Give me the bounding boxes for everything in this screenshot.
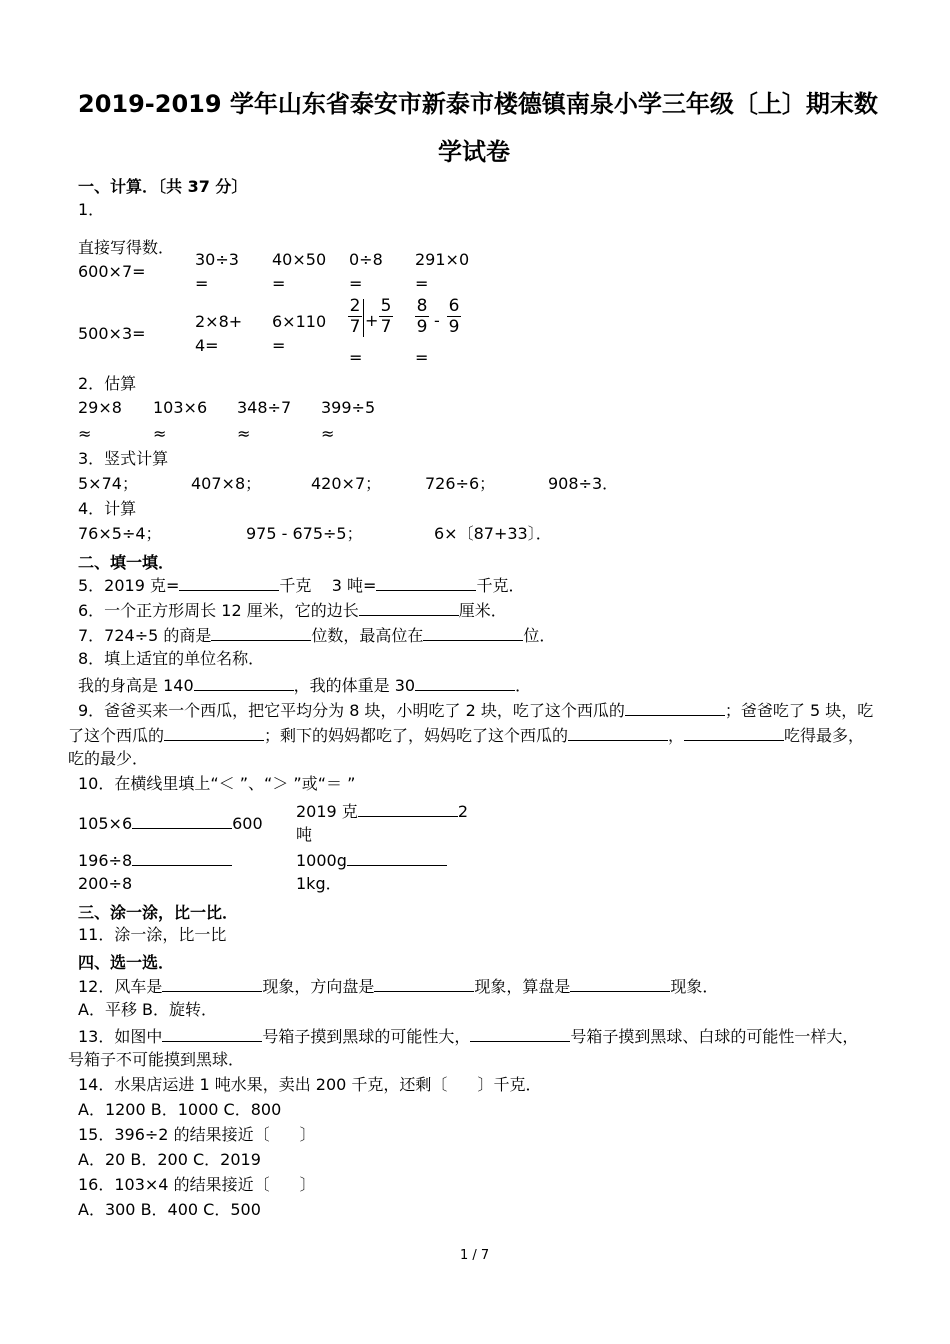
q16-question: 16．103×4 的结果接近〔 — [78, 1175, 270, 1194]
fraction-6-9 — [447, 297, 461, 336]
q9-text-a: 9．爸爸买来一个西瓜，把它平均分为 8 块，小明吃了 2 块，吃了这个西瓜的 — [78, 701, 625, 720]
q8-text-d: ． — [515, 676, 532, 695]
q15-question-end: 〕 — [299, 1125, 316, 1144]
q12-text-d: 现象． — [670, 977, 719, 996]
fraction-denominator: 9 — [416, 317, 428, 337]
answer-blank[interactable] — [179, 574, 279, 591]
q12 — [78, 975, 718, 997]
q10-a — [78, 812, 263, 834]
approx-sign: ≈ — [78, 424, 92, 443]
q4-label: 4．计算 — [78, 499, 137, 518]
q4-item-2: 975 - 675÷5； — [246, 524, 363, 543]
approx-sign: ≈ — [321, 424, 335, 443]
answer-blank[interactable] — [470, 1025, 570, 1042]
q12-options: A．平移 B．旋转． — [78, 1000, 218, 1019]
q5-text-a: 5．2019 克= — [78, 576, 180, 595]
q14-question: 14．水果店运进 1 吨水果，卖出 200 千克，还剩〔 — [78, 1075, 448, 1094]
answer-blank[interactable] — [570, 975, 670, 992]
q1-cell-0div8: 0÷8 — [349, 250, 383, 269]
q10-b-left: 2019 克 — [296, 802, 358, 821]
q1-cell-2x8plus: 2×8+ — [195, 312, 243, 331]
answer-blank[interactable] — [374, 975, 474, 992]
answer-blank[interactable] — [415, 674, 515, 691]
q3-item-2: 407×8； — [191, 474, 262, 493]
q1-cell-291x0-eq: = — [415, 274, 429, 293]
q1-cell-6x110-eq: = — [272, 336, 286, 355]
q11: 11．涂一涂，比一比 — [78, 925, 227, 944]
q3-item-1: 5×74； — [78, 474, 138, 493]
q10-b-right: 2 — [457, 802, 468, 821]
section-3-heading: 三、涂一涂，比一比． — [78, 903, 239, 922]
answer-blank[interactable] — [211, 624, 311, 641]
q1-cell-6x110: 6×110 — [272, 312, 327, 331]
answer-blank[interactable] — [164, 724, 264, 741]
answer-blank[interactable] — [162, 1025, 262, 1042]
q10-c-left: 196÷8 — [78, 851, 133, 870]
answer-blank[interactable] — [568, 724, 668, 741]
page-title-line1: 2019-2019 学年山东省泰安市新泰市楼德镇南泉小学三年级〔上〕期末数 — [78, 90, 878, 118]
answer-blank[interactable] — [347, 849, 447, 866]
q7-text-c: 位． — [523, 626, 556, 645]
q13-line-2: 号箱子不可能摸到黑球． — [68, 1050, 245, 1069]
q9-text-e: ， — [668, 726, 685, 745]
q9-text-c: 了这个西瓜的 — [68, 726, 165, 745]
q5 — [78, 574, 524, 596]
answer-blank[interactable] — [358, 800, 458, 817]
answer-blank[interactable] — [162, 975, 262, 992]
q8 — [78, 674, 531, 696]
answer-blank[interactable] — [684, 724, 784, 741]
plus-sign: + — [365, 311, 379, 330]
q14-question-end: 〕千克． — [477, 1075, 542, 1094]
q5-text-b: 千克 — [279, 576, 312, 595]
q9-text-f: 吃得最多， — [784, 726, 865, 745]
fraction-5-7 — [379, 297, 393, 336]
q7-text-b: 位数，最高位在 — [311, 626, 424, 645]
q3-item-3: 420×7； — [311, 474, 382, 493]
q7 — [78, 624, 555, 646]
q13-text-c: 号箱子摸到黑球、白球的可能性一样大， — [570, 1027, 859, 1046]
q3-label: 3．竖式计算 — [78, 449, 169, 468]
fraction-2-7 — [348, 297, 362, 336]
q10-a-right: 600 — [232, 814, 263, 833]
q5-text-d: 千克． — [476, 576, 525, 595]
q15 — [78, 1125, 316, 1145]
q10-d-right: 1kg． — [296, 874, 342, 893]
q14 — [78, 1075, 541, 1095]
q1-cell-30div3: 30÷3 — [195, 250, 239, 269]
q9-line-1 — [78, 699, 873, 721]
fraction-numerator: 6 — [448, 296, 460, 316]
answer-blank[interactable] — [359, 599, 459, 616]
q12-text-c: 现象，算盘是 — [474, 977, 571, 996]
answer-blank[interactable] — [423, 624, 523, 641]
section-4-heading: 四、选一选． — [78, 953, 175, 972]
q1-frac-add-eq: = — [349, 348, 363, 367]
q16-question-end: 〕 — [299, 1175, 316, 1194]
fraction-numerator: 8 — [416, 296, 428, 316]
answer-blank[interactable] — [132, 812, 232, 829]
q15-question: 15．396÷2 的结果接近〔 — [78, 1125, 270, 1144]
q9-text-b: ；爸爸吃了 5 块，吃 — [724, 701, 874, 720]
minus-sign: - — [434, 311, 440, 330]
fraction-denominator: 7 — [349, 317, 361, 337]
answer-blank[interactable] — [625, 699, 725, 716]
page-title-line2: 学试卷 — [438, 138, 510, 166]
q10-d — [296, 849, 447, 871]
q13-line-1 — [78, 1025, 858, 1047]
q12-text-b: 现象，方向盘是 — [262, 977, 375, 996]
fraction-numerator: 2 — [349, 296, 361, 316]
fraction-denominator: 9 — [448, 317, 460, 337]
answer-blank[interactable] — [132, 849, 232, 866]
q9-text-d: ；剩下的妈妈都吃了，妈妈吃了这个西瓜的 — [264, 726, 569, 745]
q1-number: 1． — [78, 200, 105, 219]
q2-label: 2．估算 — [78, 374, 137, 393]
q2-item-2: 103×6 — [153, 398, 208, 417]
q8-label: 8．填上适宜的单位名称． — [78, 649, 265, 668]
q1-cell-500x3: 500×3= — [78, 324, 146, 343]
approx-sign: ≈ — [237, 424, 251, 443]
q1-cell-40x50: 40×50 — [272, 250, 327, 269]
q10-label: 10．在横线里填上“＜ ”、“＞ ”或“＝ ” — [78, 774, 356, 793]
q13-text-b: 号箱子摸到黑球的可能性大， — [262, 1027, 471, 1046]
section-1-heading: 一、计算．〔共 37 分〕 — [78, 177, 248, 196]
q6-text-a: 6．一个正方形周长 12 厘米，它的边长 — [78, 601, 359, 620]
q3-item-4: 726÷6； — [425, 474, 496, 493]
page-number: 1 / 7 — [460, 1248, 490, 1263]
q10-d-left: 1000g — [296, 851, 347, 870]
q2-item-3: 348÷7 — [237, 398, 292, 417]
q3-item-5: 908÷3． — [548, 474, 619, 493]
q5-text-c: 3 吨= — [331, 576, 377, 595]
q1-cell-0div8-eq: = — [349, 274, 363, 293]
fraction-numerator: 5 — [380, 296, 392, 316]
q9-line-3: 吃的最少． — [68, 749, 149, 768]
fraction-8-9 — [415, 297, 429, 336]
q7-text-a: 7．724÷5 的商是 — [78, 626, 212, 645]
q14-options: A．1200 B．1000 C．800 — [78, 1100, 282, 1119]
q4-item-1: 76×5÷4； — [78, 524, 162, 543]
q6-text-b: 厘米． — [458, 601, 507, 620]
q1-cell-2x8plus-4: 4= — [195, 336, 219, 355]
q4-item-3: 6×〔87+33〕． — [434, 524, 552, 543]
q9-line-2 — [68, 724, 864, 746]
q1-cell-291x0: 291×0 — [415, 250, 470, 269]
q1-frac-sub-eq: = — [415, 348, 429, 367]
q10-a-left: 105×6 — [78, 814, 133, 833]
q1-cell-40x50-eq: = — [272, 274, 286, 293]
answer-blank[interactable] — [376, 574, 476, 591]
q6 — [78, 599, 507, 621]
q1-cell-30div3-eq: = — [195, 274, 209, 293]
section-2-heading: 二、填一填． — [78, 553, 175, 572]
answer-blank[interactable] — [194, 674, 294, 691]
q15-options: A．20 B．200 C．2019 — [78, 1150, 261, 1169]
fraction-denominator: 7 — [380, 317, 392, 337]
fraction-divider — [363, 299, 364, 337]
q10-b — [296, 800, 468, 822]
q1-cell-600x7: 600×7= — [78, 262, 146, 281]
q12-text-a: 12．风车是 — [78, 977, 163, 996]
q13-text-a: 13．如图中 — [78, 1027, 163, 1046]
q8-text-b: 我的身高是 140 — [78, 676, 194, 695]
q1-intro: 直接写得数． — [78, 238, 175, 257]
q2-item-4: 399÷5 — [321, 398, 376, 417]
approx-sign: ≈ — [153, 424, 167, 443]
q2-item-1: 29×8 — [78, 398, 122, 417]
q10-b-unit: 吨 — [296, 825, 313, 844]
q10-c — [78, 849, 232, 871]
q10-c-right: 200÷8 — [78, 874, 133, 893]
q16-options: A．300 B．400 C．500 — [78, 1200, 261, 1219]
q8-text-c: ，我的体重是 30 — [293, 676, 416, 695]
q16 — [78, 1175, 316, 1195]
